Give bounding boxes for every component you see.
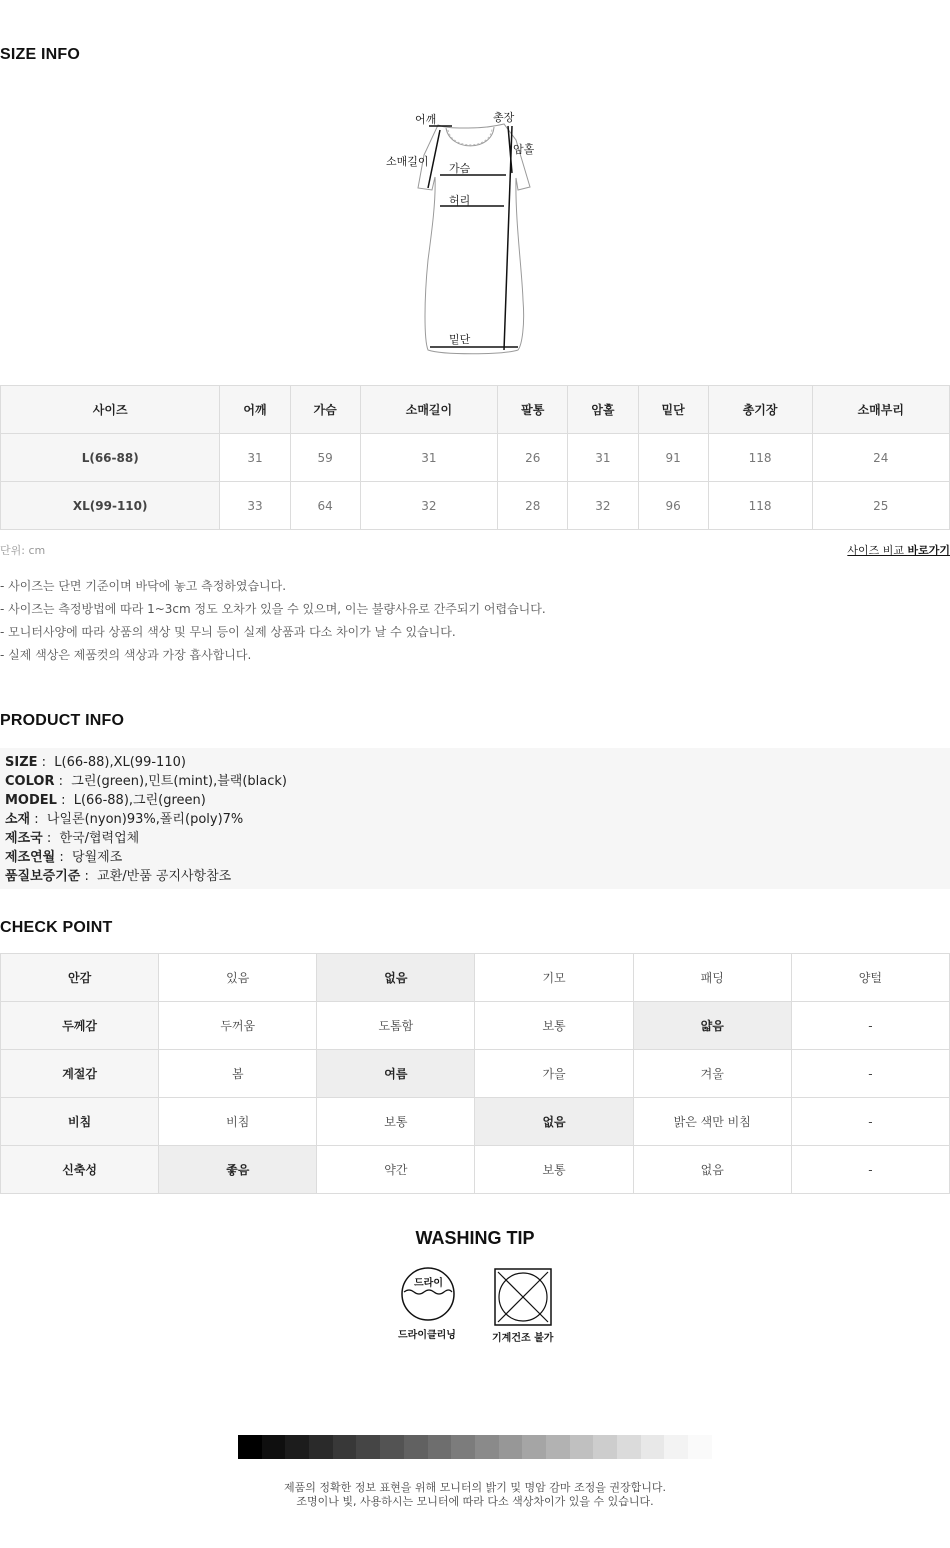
size-label-cell: XL(99-110) [1, 482, 220, 530]
check-point-option: - [791, 1002, 949, 1050]
check-point-option: 약간 [317, 1146, 475, 1194]
diagram-label-sleeve: 소매길이 [386, 155, 429, 168]
product-info-row: MODEL : L(66-88),그린(green) [5, 793, 206, 808]
product-info-row: 소재 : 나일론(nyon)93%,폴리(poly)7% [5, 812, 244, 827]
diagram-label-shoulder: 어깨 [415, 113, 437, 126]
diagram-label-length: 총장 [493, 111, 515, 124]
size-compare-link[interactable] [847, 542, 950, 558]
table-cell: 59 [290, 434, 360, 482]
dry-clean-label: 드라이클리닝 [398, 1330, 456, 1341]
grayscale-swatch [617, 1435, 641, 1459]
product-info-row: 품질보증기준 : 교환/반품 공지사항참조 [5, 869, 232, 884]
check-point-option: 양털 [791, 954, 949, 1002]
check-point-row [1, 1098, 950, 1146]
table-header: 암홀 [568, 386, 638, 434]
table-row [1, 482, 950, 530]
check-point-option: 봄 [159, 1050, 317, 1098]
table-cell: 64 [290, 482, 360, 530]
product-info-value: L(66-88),XL(99-110) [54, 755, 186, 770]
check-point-row [1, 1002, 950, 1050]
grayscale-swatch [546, 1435, 570, 1459]
table-cell: 96 [638, 482, 708, 530]
unit-label: 단위: cm [0, 544, 46, 557]
grayscale-swatch [356, 1435, 380, 1459]
check-point-option: 없음 [633, 1146, 791, 1194]
monitor-notice-line: 조명이나 빛, 사용하시는 모니터에 따라 다소 색상차이가 있을 수 있습니다. [296, 1495, 654, 1508]
grayscale-swatch [309, 1435, 333, 1459]
table-header: 사이즈 [1, 386, 220, 434]
check-point-option: 겨울 [633, 1050, 791, 1098]
table-cell: 32 [568, 482, 638, 530]
check-point-option: - [791, 1098, 949, 1146]
product-info-key: COLOR [5, 774, 55, 789]
diagram-label-waist: 허리 [449, 194, 471, 207]
size-compare-prefix: 사이즈 비교 [847, 544, 908, 557]
product-info-key: 제조연월 [5, 850, 56, 865]
monitor-notice [0, 1481, 950, 1509]
product-info-key: SIZE [5, 755, 38, 770]
grayscale-swatch [428, 1435, 452, 1459]
size-notes [0, 575, 546, 667]
product-info-key: 제조국 [5, 831, 43, 846]
check-point-option: 있음 [159, 954, 317, 1002]
dress-measurement-diagram [380, 100, 550, 362]
diagram-label-armhole: 암홀 [513, 143, 535, 156]
table-header: 소매길이 [360, 386, 497, 434]
product-info-title: PRODUCT INFO [0, 712, 125, 729]
product-info-value: L(66-88),그린(green) [73, 793, 206, 808]
check-point-row [1, 1146, 950, 1194]
table-cell: 31 [220, 434, 290, 482]
grayscale-swatch [451, 1435, 475, 1459]
grayscale-swatch [570, 1435, 594, 1459]
check-point-title: CHECK POINT [0, 919, 113, 936]
grayscale-swatch [499, 1435, 523, 1459]
product-info-row: SIZE : L(66-88),XL(99-110) [5, 755, 186, 770]
size-note: - 모니터사양에 따라 상품의 색상 및 무늬 등이 실제 상품과 다소 차이가 날 수 있습니다. [0, 625, 456, 639]
product-info-value: 한국/협력업체 [59, 831, 140, 846]
product-info-key: MODEL [5, 793, 57, 808]
table-row [1, 434, 950, 482]
diagram-label-chest: 가슴 [449, 162, 471, 175]
check-point-row [1, 954, 950, 1002]
no-tumble-dry-label: 기계건조 불가 [492, 1333, 554, 1344]
check-point-label: 신축성 [1, 1146, 159, 1194]
grayscale-swatch [593, 1435, 617, 1459]
table-header: 어깨 [220, 386, 290, 434]
product-info-value: 나일론(nyon)93%,폴리(poly)7% [46, 812, 244, 827]
table-header: 가슴 [290, 386, 360, 434]
check-point-option: 패딩 [633, 954, 791, 1002]
check-point-table [0, 953, 950, 1194]
grayscale-swatch [238, 1435, 262, 1459]
check-point-option: - [791, 1050, 949, 1098]
check-point-option: 가을 [475, 1050, 633, 1098]
product-info-key: 품질보증기준 [5, 869, 81, 884]
table-cell: 28 [498, 482, 568, 530]
check-point-option: 보통 [475, 1002, 633, 1050]
grayscale-swatch [404, 1435, 428, 1459]
size-note: - 실제 색상은 제품컷의 색상과 가장 흡사합니다. [0, 648, 252, 662]
table-header: 팔통 [498, 386, 568, 434]
dress-outline-illustration [380, 100, 550, 362]
grayscale-swatch [664, 1435, 688, 1459]
check-point-label: 안감 [1, 954, 159, 1002]
size-table [0, 385, 950, 530]
check-point-label: 계절감 [1, 1050, 159, 1098]
product-info-row: COLOR : 그린(green),민트(mint),블랙(black) [5, 774, 287, 789]
dry-clean-icon [400, 1266, 456, 1322]
check-point-option-selected: 좋음 [159, 1146, 317, 1194]
check-point-option: 밝은 색만 비침 [633, 1098, 791, 1146]
product-info-value: 당월제조 [72, 850, 123, 865]
grayscale-calibration-bar [238, 1435, 712, 1459]
check-point-label: 비침 [1, 1098, 159, 1146]
check-point-option: 도톰함 [317, 1002, 475, 1050]
check-point-option-selected: 없음 [475, 1098, 633, 1146]
grayscale-swatch [380, 1435, 404, 1459]
check-point-option: 보통 [317, 1098, 475, 1146]
table-header: 밑단 [638, 386, 708, 434]
check-point-option-selected: 없음 [317, 954, 475, 1002]
size-compare-shortcut: 바로가기 [907, 544, 950, 557]
diagram-label-hem: 밑단 [449, 333, 471, 346]
product-info-row: 제조연월 : 당월제조 [5, 850, 123, 865]
monitor-notice-line: 제품의 정확한 정보 표현을 위해 모니터의 밝기 및 명암 감마 조정을 권장합니다. [284, 1481, 666, 1494]
table-cell: 33 [220, 482, 290, 530]
check-point-option: 두꺼움 [159, 1002, 317, 1050]
table-cell: 118 [708, 434, 812, 482]
check-point-option-selected: 얇음 [633, 1002, 791, 1050]
product-info-key: 소재 [5, 812, 31, 827]
product-info-value: 그린(green),민트(mint),블랙(black) [71, 774, 287, 789]
grayscale-swatch [475, 1435, 499, 1459]
grayscale-swatch [333, 1435, 357, 1459]
size-label-cell: L(66-88) [1, 434, 220, 482]
grayscale-swatch [522, 1435, 546, 1459]
product-info-box [0, 748, 950, 889]
product-info-value: 교환/반품 공지사항참조 [97, 869, 232, 884]
table-cell: 24 [812, 434, 950, 482]
dry-clean-icon-text: 드라이 [414, 1278, 443, 1289]
table-cell: 91 [638, 434, 708, 482]
grayscale-swatch [262, 1435, 286, 1459]
size-note: - 사이즈는 단면 기준이며 바닥에 놓고 측정하였습니다. [0, 579, 287, 593]
table-cell: 26 [498, 434, 568, 482]
table-header: 총기장 [708, 386, 812, 434]
table-cell: 32 [360, 482, 497, 530]
grayscale-swatch [285, 1435, 309, 1459]
size-info-title: SIZE INFO [0, 46, 81, 63]
check-point-label: 두께감 [1, 1002, 159, 1050]
table-cell: 25 [812, 482, 950, 530]
table-header-row [1, 386, 950, 434]
size-note: - 사이즈는 측정방법에 따라 1~3cm 정도 오차가 있을 수 있으며, 이는 불량사유로 간주되기 어렵습니다. [0, 602, 546, 616]
check-point-option-selected: 여름 [317, 1050, 475, 1098]
table-header: 소매부리 [812, 386, 950, 434]
check-point-option: 기모 [475, 954, 633, 1002]
check-point-option: - [791, 1146, 949, 1194]
no-tumble-dry-icon [494, 1268, 552, 1326]
grayscale-swatch [641, 1435, 665, 1459]
table-cell: 31 [568, 434, 638, 482]
check-point-row [1, 1050, 950, 1098]
table-cell: 31 [360, 434, 497, 482]
product-info-row: 제조국 : 한국/협력업체 [5, 831, 140, 846]
grayscale-swatch [688, 1435, 712, 1459]
check-point-option: 비침 [159, 1098, 317, 1146]
check-point-option: 보통 [475, 1146, 633, 1194]
table-cell: 118 [708, 482, 812, 530]
washing-tip-title: WASHING TIP [415, 1228, 535, 1248]
